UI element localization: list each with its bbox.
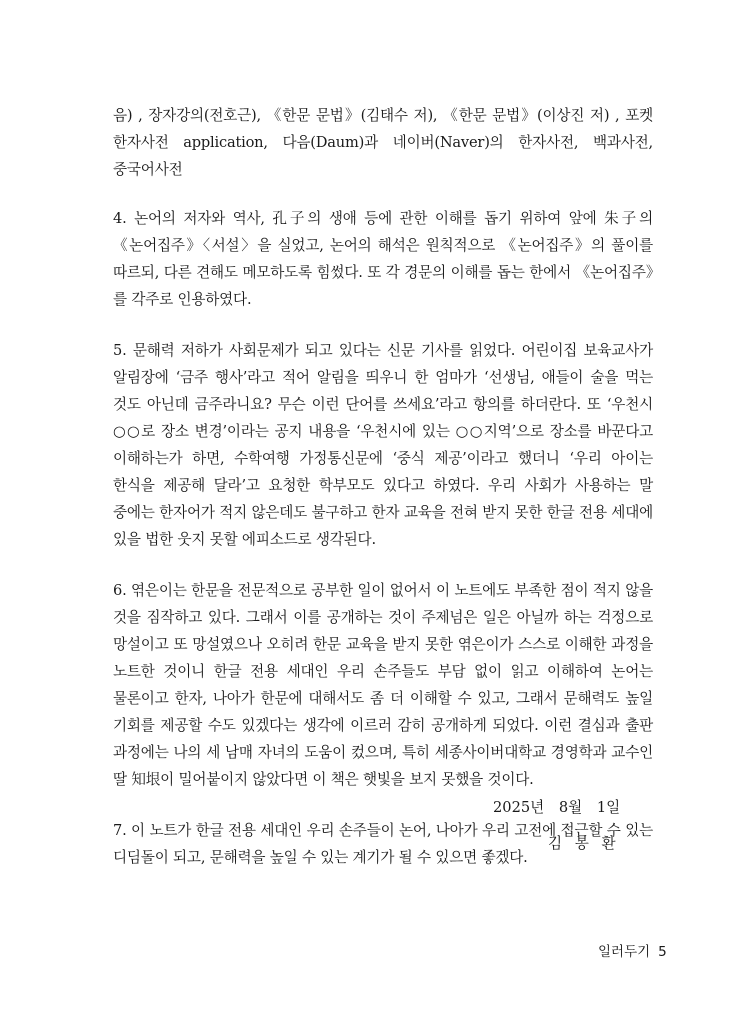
page-footer — [598, 940, 667, 960]
page-number: 5 — [658, 944, 667, 960]
paragraph-references-continued: 음) , 장자강의(전호근), 《한문 문법》(김태수 저), 《한문 문법》(이상진 저) , 포켓 한자사전 application, 다음(Daum)과 네이버(Naver)의 한자사전, 백과사전, 중국어사전 — [113, 107, 653, 178]
body-text — [113, 102, 653, 895]
signature-author: 김 봉 환 — [548, 835, 620, 852]
paragraph-4: 4. 논어의 저자와 역사, 孔子의 생애 등에 관한 이해를 돕기 위하여 앞에 朱子의 《논어집주》〈서설〉을 실었고, 논어의 해석은 원칙적으로 《논어집주》의 풀이를 따르되, 다른 견해도 메모하도록 힘썼다. 또 각 경문의 이해를 돕는 한에서 《논어집주》를 각주로 인용하였다. — [113, 210, 653, 308]
paragraph-7: 7. 이 노트가 한글 전용 세대인 우리 손주들이 논어, 나아가 우리 고전에 접근할 수 있는 디딤돌이 되고, 문해력을 높일 수 있는 계기가 될 수 있으면 좋겠다. — [113, 822, 653, 866]
paragraph-5: 5. 문해력 저하가 사회문제가 되고 있다는 신문 기사를 읽었다. 어린이집 보육교사가 알림장에 ‘금주 행사’라고 적어 알림을 띄우니 한 엄마가 ‘선생님, 애들이 술을 먹는 것도 아닌데 금주라니요? 무슨 이런 단어를 쓰세요’라고 항의를 하더란다. 또 ‘우천시 ○○로 장소 변경’이라는 공지 내용을 ‘우천시에 있는 ○○지역’으로 장소를 바꾼다고 이해하는가 하면, 수학여행 가정통신문에 ‘중식 제공’이라고 했더니 ‘우리 아이는 한식을 제공해 달라’고 요청한 학부모도 있다고 하였다. 우리 사회가 사용하는 말 중에는 한자어가 적지 않은데도 불구하고 한자 교육을 전혀 받지 못한 한글 전용 세대에 있을 법한 웃지 못할 에피소드로 생각된다. — [113, 342, 653, 548]
paragraph-6: 6. 엮은이는 한문을 전문적으로 공부한 일이 없어서 이 노트에도 부족한 점이 적지 않을 것을 짐작하고 있다. 그래서 이를 공개하는 것이 주제넘은 일은 아닐까 하는 걱정으로 망설이고 또 망설였으나 오히려 한문 교육을 받지 못한 엮은이가 스스로 이해한 과정을 노트한 것이니 한글 전용 세대인 우리 손주들도 부담 없이 읽고 이해하여 논어는 물론이고 한자, 나아가 한문에 대해서도 좀 더 이해할 수 있고, 그래서 문해력도 높일 기회를 제공할 수도 있겠다는 생각에 이르러 감히 공개하게 되었다. 이런 결심과 출판 과정에는 나의 세 남매 자녀의 도움이 컸으며, 특히 세종사이버대학교 경영학과 교수인 딸 知垠이 밀어붙이지 않았다면 이 책은 햇빛을 보지 못했을 것이다. — [113, 582, 653, 788]
footer-section-title: 일러두기 — [598, 944, 651, 960]
signature-date: 2025년 8월 1일 — [493, 799, 621, 816]
